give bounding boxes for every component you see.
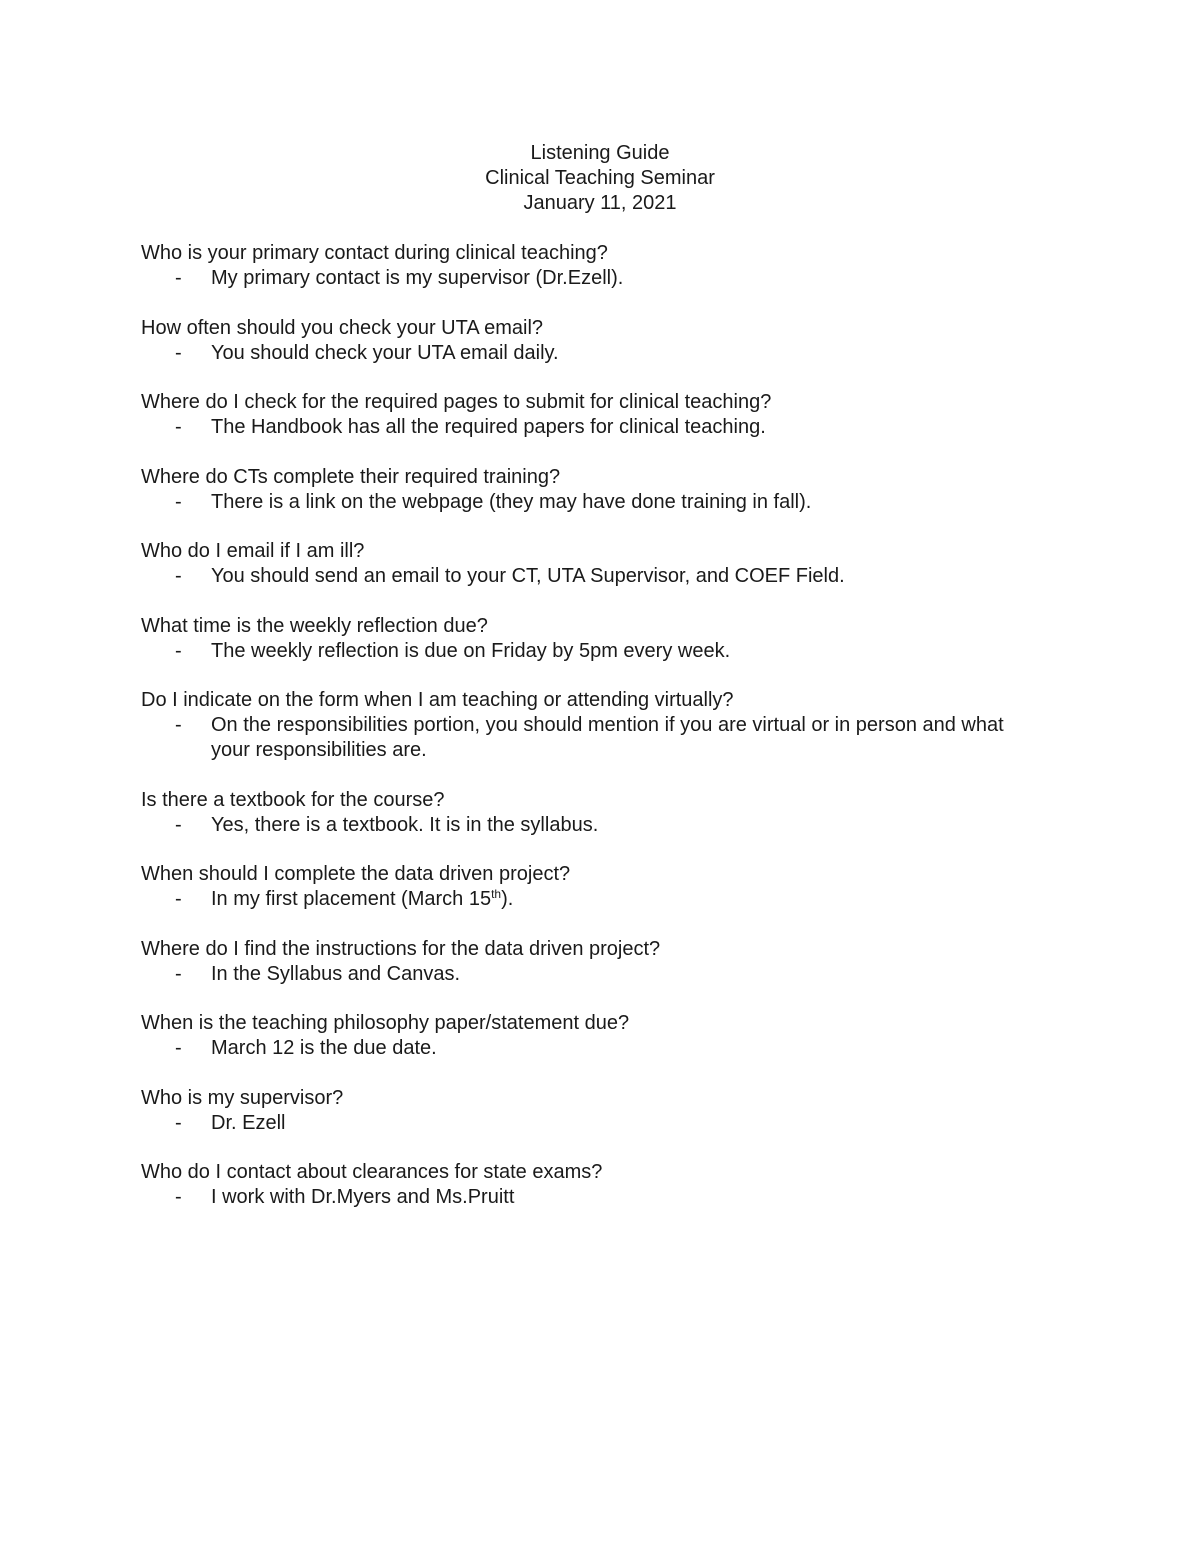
qa-item xyxy=(141,465,1041,515)
question-text: Is there a textbook for the course? xyxy=(141,788,445,811)
question-text: Who is your primary contact during clinical teaching? xyxy=(141,242,608,264)
dash-bullet: - xyxy=(175,416,182,438)
question-text: When is the teaching philosophy paper/statement due? xyxy=(141,1012,630,1034)
question-text: Who is my supervisor? xyxy=(141,1086,344,1109)
answer-text: You should send an email to your CT, UTA Supervisor, and COEF Field. xyxy=(211,565,845,587)
answer-text: You should check your UTA email daily. xyxy=(211,341,559,364)
answer-text: My primary contact is my supervisor (Dr.Ezell). xyxy=(211,267,624,289)
question-text: Where do I check for the required pages to submit for clinical teaching? xyxy=(141,391,772,413)
answer-text: There is a link on the webpage (they may have done training in fall). xyxy=(211,490,812,513)
qa-item xyxy=(141,241,1041,291)
answer-text-part: In my first placement (March 15 xyxy=(211,888,492,910)
answer-item xyxy=(141,1036,1041,1061)
dash-bullet: - xyxy=(175,1186,182,1208)
answer-item xyxy=(141,564,1041,589)
document-title: Listening Guide xyxy=(530,142,670,164)
dash-bullet: - xyxy=(175,813,182,836)
answer-item xyxy=(141,415,1041,440)
dash-bullet: - xyxy=(175,888,182,910)
answer-item xyxy=(141,341,1041,366)
qa-item xyxy=(141,788,1041,838)
answer-text: On the responsibilities portion, you should mention if you are virtual or in person and what your responsibilities are. xyxy=(211,714,1004,761)
qa-item xyxy=(141,1011,1041,1061)
answer-text: The Handbook has all the required papers for clinical teaching. xyxy=(211,416,766,438)
dash-bullet: - xyxy=(175,714,182,736)
answer-text: Dr. Ezell xyxy=(211,1111,286,1134)
question-text: Where do I find the instructions for the data driven project? xyxy=(141,937,661,960)
answer-item xyxy=(141,813,1041,838)
answer-text: Yes, there is a textbook. It is in the syllabus. xyxy=(211,813,599,836)
dash-bullet: - xyxy=(175,341,182,364)
dash-bullet: - xyxy=(175,490,182,513)
qa-list xyxy=(141,241,1041,1235)
answer-text-part: ). xyxy=(501,888,514,910)
question-text: Who do I email if I am ill? xyxy=(141,540,365,562)
question-text: Who do I contact about clearances for state exams? xyxy=(141,1161,603,1183)
qa-item xyxy=(141,390,1041,440)
answer-text xyxy=(211,887,1041,912)
answer-item xyxy=(141,887,1041,912)
qa-item xyxy=(141,937,1041,987)
dash-bullet: - xyxy=(175,1037,182,1059)
qa-item xyxy=(141,1086,1041,1136)
answer-item xyxy=(141,266,1041,291)
answer-item xyxy=(141,713,1041,763)
answer-text: I work with Dr.Myers and Ms.Pruitt xyxy=(211,1186,515,1208)
dash-bullet: - xyxy=(175,639,182,662)
question-text: What time is the weekly reflection due? xyxy=(141,614,488,637)
qa-item xyxy=(141,1160,1041,1210)
dash-bullet: - xyxy=(175,565,182,587)
qa-item xyxy=(141,688,1041,763)
answer-item xyxy=(141,1111,1041,1136)
dash-bullet: - xyxy=(175,962,182,985)
dash-bullet: - xyxy=(175,1111,182,1134)
question-text: How often should you check your UTA email? xyxy=(141,316,544,339)
answer-item xyxy=(141,639,1041,664)
answer-item xyxy=(141,490,1041,515)
answer-item xyxy=(141,1185,1041,1210)
qa-item xyxy=(141,614,1041,664)
qa-item xyxy=(141,539,1041,589)
dash-bullet: - xyxy=(175,267,182,289)
question-text: When should I complete the data driven project? xyxy=(141,863,571,885)
ordinal-superscript: th xyxy=(491,887,502,901)
question-text: Where do CTs complete their required training? xyxy=(141,465,561,488)
document-header xyxy=(0,141,1200,216)
document-subtitle: Clinical Teaching Seminar xyxy=(485,167,715,189)
answer-text: The weekly reflection is due on Friday by 5pm every week. xyxy=(211,639,731,662)
answer-text: In the Syllabus and Canvas. xyxy=(211,962,461,985)
qa-item xyxy=(141,316,1041,366)
answer-text: March 12 is the due date. xyxy=(211,1037,437,1059)
answer-item xyxy=(141,962,1041,987)
qa-item xyxy=(141,862,1041,912)
document-date: January 11, 2021 xyxy=(523,192,677,214)
question-text: Do I indicate on the form when I am teaching or attending virtually? xyxy=(141,689,734,711)
